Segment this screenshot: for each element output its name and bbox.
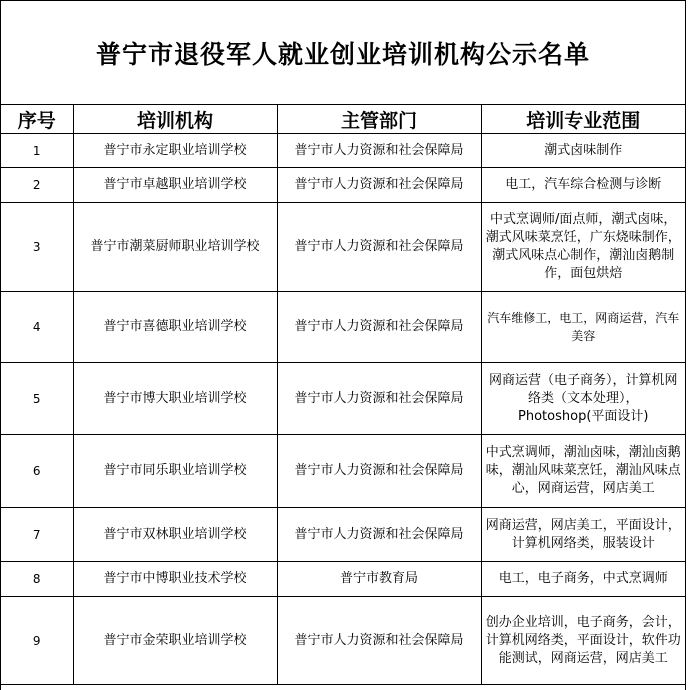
row-dept: 普宁市人力资源和社会保障局 <box>277 435 481 508</box>
table-row <box>1 597 685 685</box>
row-dept: 普宁市人力资源和社会保障局 <box>277 168 481 203</box>
row-scope: 电工，电子商务，中式烹调师 <box>481 562 685 597</box>
row-scope: 中式烹调师/面点师，潮式卤味，潮式风味菜烹饪，广东烧味制作，潮式风味点心制作，潮汕卤鹅制作，面包烘焙 <box>481 203 685 292</box>
table-header-row <box>1 105 685 134</box>
row-scope: 汽车维修工，电工，网商运营，汽车美容 <box>481 292 685 363</box>
row-dept: 普宁市人力资源和社会保障局 <box>277 134 481 168</box>
header-scope: 培训专业范围 <box>481 105 685 134</box>
row-scope: 创办企业培训，电子商务，会计，计算机网络类，平面设计，软件功能测试，网商运营，网店美工 <box>481 597 685 685</box>
row-scope: 潮式卤味制作 <box>481 134 685 168</box>
row-seq: 9 <box>1 597 73 685</box>
table-row <box>1 203 685 292</box>
row-org: 普宁市卓越职业培训学校 <box>73 168 277 203</box>
row-dept: 普宁市人力资源和社会保障局 <box>277 508 481 562</box>
row-scope: 网商运营（电子商务），计算机网络类（文本处理），Photoshop(平面设计) <box>481 363 685 435</box>
table-row <box>1 168 685 203</box>
row-org: 普宁市潮菜厨师职业培训学校 <box>73 203 277 292</box>
row-seq: 8 <box>1 562 73 597</box>
row-seq: 2 <box>1 168 73 203</box>
header-dept: 主管部门 <box>277 105 481 134</box>
row-scope: 网商运营，网店美工，平面设计，计算机网络类，服装设计 <box>481 508 685 562</box>
row-seq: 7 <box>1 508 73 562</box>
row-seq: 3 <box>1 203 73 292</box>
row-org: 普宁市双林职业培训学校 <box>73 508 277 562</box>
institution-table <box>1 104 685 685</box>
row-org: 普宁市永定职业培训学校 <box>73 134 277 168</box>
row-seq: 1 <box>1 134 73 168</box>
row-org: 普宁市中博职业技术学校 <box>73 562 277 597</box>
row-org: 普宁市喜德职业培训学校 <box>73 292 277 363</box>
row-seq: 5 <box>1 363 73 435</box>
table-row <box>1 562 685 597</box>
row-dept: 普宁市人力资源和社会保障局 <box>277 203 481 292</box>
table-row <box>1 435 685 508</box>
row-scope: 中式烹调师，潮汕卤味，潮汕卤鹅味，潮汕风味菜烹饪，潮汕风味点心，网商运营，网店美工 <box>481 435 685 508</box>
row-dept: 普宁市人力资源和社会保障局 <box>277 292 481 363</box>
row-seq: 6 <box>1 435 73 508</box>
table-row <box>1 292 685 363</box>
table-row <box>1 134 685 168</box>
row-scope: 电工，汽车综合检测与诊断 <box>481 168 685 203</box>
row-dept: 普宁市人力资源和社会保障局 <box>277 363 481 435</box>
row-seq: 4 <box>1 292 73 363</box>
page-title: 普宁市退役军人就业创业培训机构公示名单 <box>1 1 685 105</box>
row-org: 普宁市同乐职业培训学校 <box>73 435 277 508</box>
header-org: 培训机构 <box>73 105 277 134</box>
row-org: 普宁市金荣职业培训学校 <box>73 597 277 685</box>
table-row <box>1 363 685 435</box>
row-org: 普宁市博大职业培训学校 <box>73 363 277 435</box>
header-seq: 序号 <box>1 105 73 134</box>
row-dept: 普宁市教育局 <box>277 562 481 597</box>
table-row <box>1 508 685 562</box>
row-dept: 普宁市人力资源和社会保障局 <box>277 597 481 685</box>
